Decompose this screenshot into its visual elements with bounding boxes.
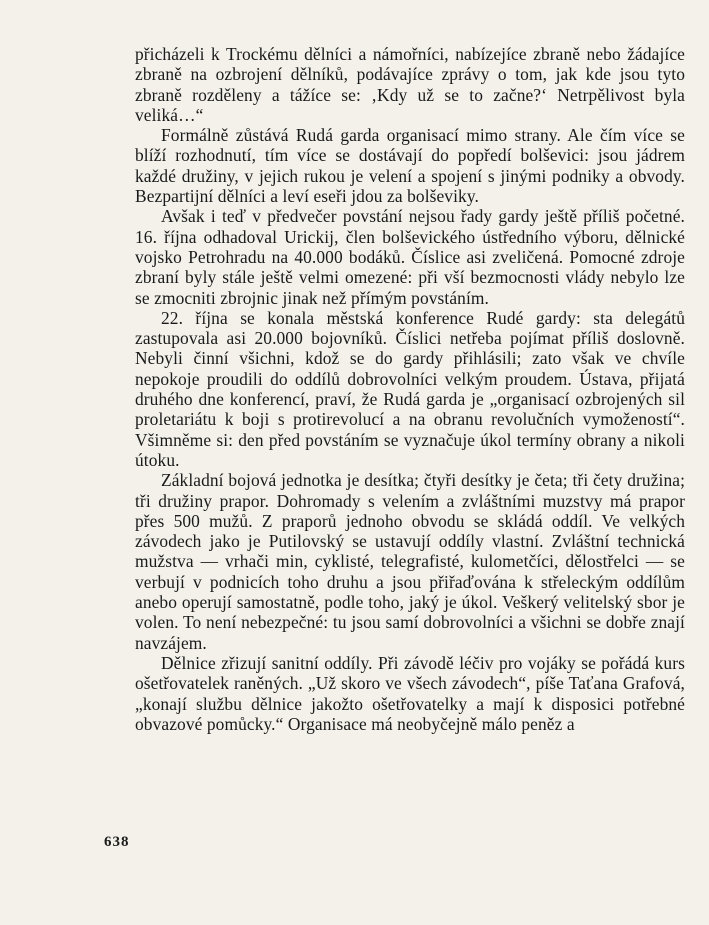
paragraph-continuation: přicházeli k Trockému dělníci a námořníci, nabízejíce zbraně nebo žádajíce zbraně na ozbrojení dělníků, podávajíce zprávy o tom, jak kde jsou tyto zbraně rozděleny a tážíce se: ‚Kdy už se to začne?‘ Netrpělivost byla veliká…“	[135, 44, 685, 125]
paragraph-city-conference: 22. října se konala městská konference Rudé gardy: sta delegátů zastupovala asi 20.000 bojovníků. Číslici netřeba pojímat příliš doslovně. Nebyli činní všichni, kdož se do gardy přihlásili; zato však ve chvíle nepokoje proudili do oddílů dobrovolníci velkým proudem. Ústava, přijatá druhého dne konferencí, praví, že Rudá garda je „organisací ozbrojených sil proletariátu k boji s protirevolucí a na obranu revolučních vymožeností“. Všimněme si: den před povstáním se vyznačuje úkol termíny obrany a nikoli útoku.	[135, 307, 685, 470]
paragraph-combat-unit: Základní bojová jednotka je desítka; čtyři desítky je četa; tři čety družina; tři družiny prapor. Dohromady s velením a zvláštními muzstvy má prapor přes 500 mužů. Z praporů jednoho obvodu se skládá oddíl. Ve velkých závodech jako je Putilovský se ustavují oddíly vlastní. Zvláštní technická mužstva — vrhači min, cyklisté, telegrafisté, kulometčíci, dělostřelci — se verbují v podnicích toho druhu a jsou přiřaďována k střeleckým oddílům anebo operují samostatně, podle toho, jaký je úkol. Veškerý velitelský sbor je volen. To není nebezpečné: tu jsou samí dobrovolníci a všichni se dobře znají navzájem.	[135, 470, 685, 653]
paragraph-red-guard-formal: Formálně zůstává Rudá garda organisací mimo strany. Ale čím více se blíží rozhodnutí, tím více se dostávají do popředí bolševici: jsou jádrem každé družiny, v jejich rukou je velení a spojení s jinými podniky a obvody. Bezpartijní dělníci a leví eseři jdou za bolševiky.	[135, 125, 685, 207]
paragraph-guard-numbers: Avšak i teď v předvečer povstání nejsou řady gardy ještě příliš početné. 16. října odhadoval Urickij, člen bolševického ústředního výboru, dělnické vojsko Petrohradu na 40.000 bodáků. Číslice asi zveličená. Pomocné zdroje zbraní byly stále ještě velmi omezené: při vší bezmocnosti vlády nebylo lze se zmocniti zbrojnic jinak než přímým povstáním.	[135, 206, 685, 308]
body-text	[135, 44, 685, 734]
page-number: 638	[104, 834, 130, 850]
paragraph-sanitary-units: Dělnice zřizují sanitní oddíly. Při závodě léčiv pro vojáky se pořádá kurs ošetřovatelek raněných. „Už skoro ve všech závodech“, píše Taťana Grafová, „konají službu dělnice jakožto ošetřovatelky a mají k disposici potřebné obvazové pomůcky.“ Organisace má neobyčejně málo peněz a	[135, 652, 685, 734]
